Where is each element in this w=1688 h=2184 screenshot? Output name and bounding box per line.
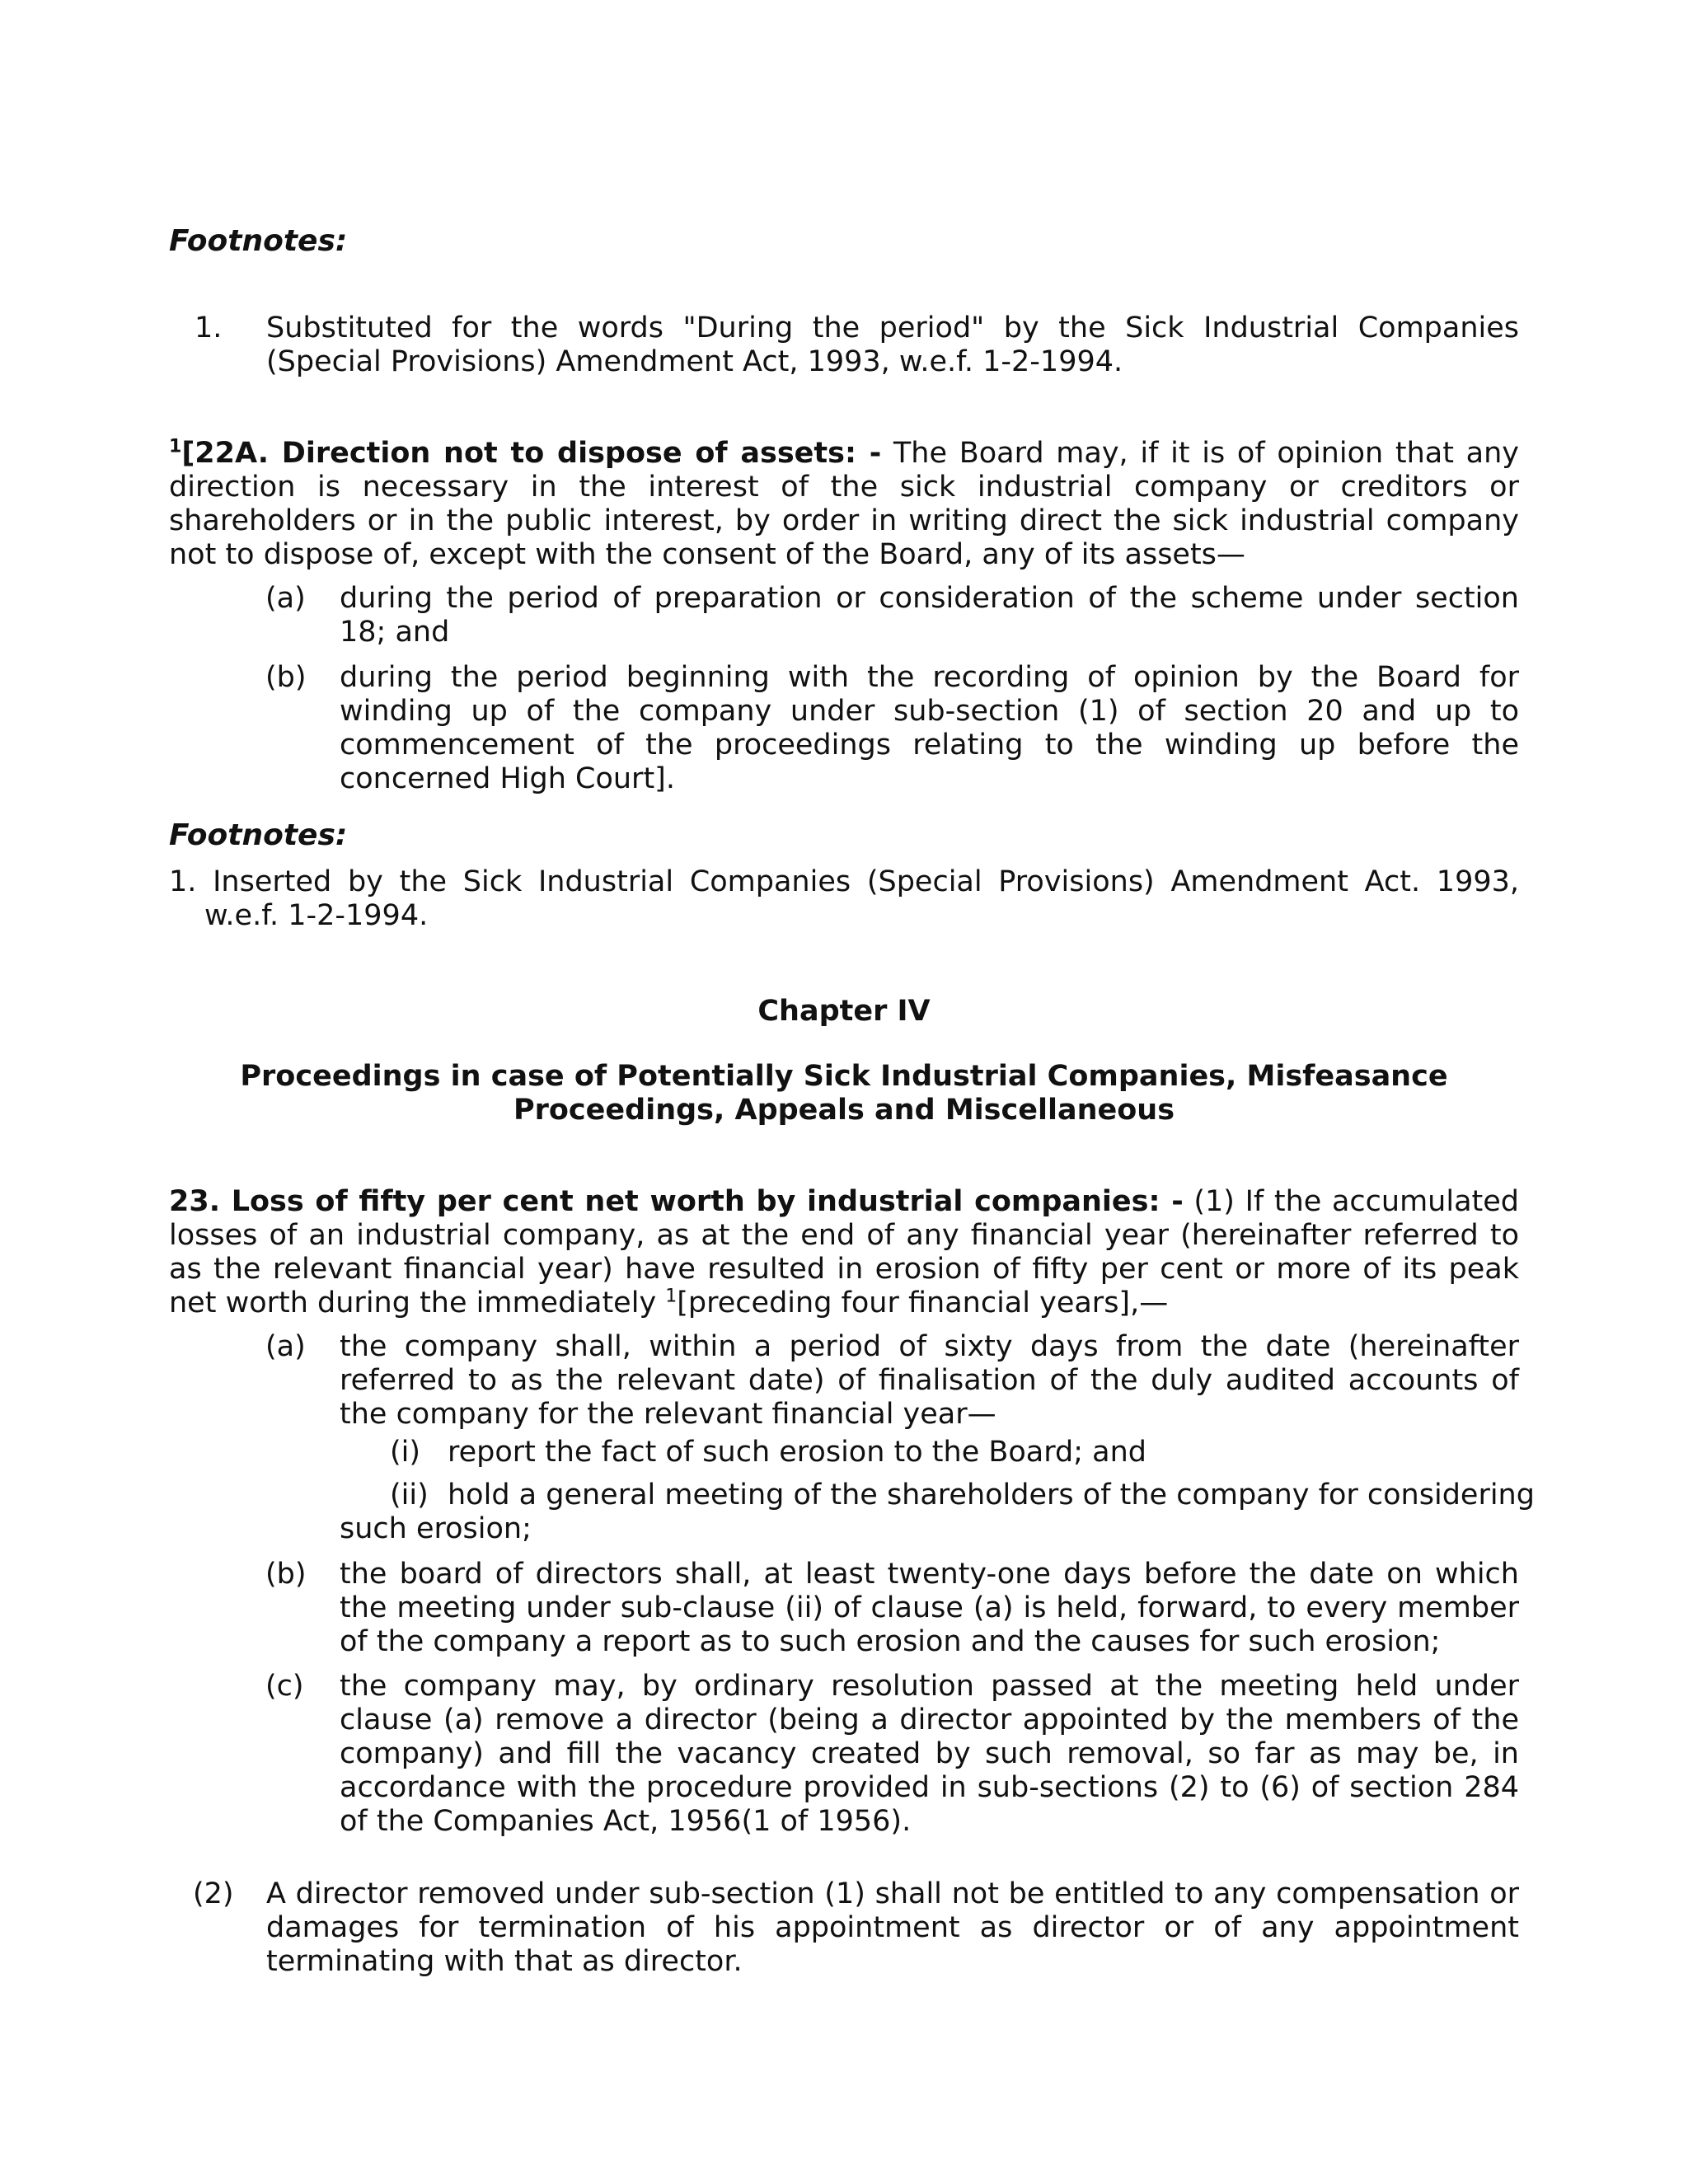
- clause-text: the company may, by ordinary resolution passed at the meeting held under clause (a) remove a director (being a director appointed by the members of the company) and fill the vacancy created by such removal, so far as may be, in accordance with the procedure provided in sub-sections (2) to (6) of section 284 of the Companies Act, 1956(1 of 1956).: [340, 1670, 1519, 1838]
- clause-text: the company shall, within a period of sixty days from the date (hereinafter referred to as the relevant date) of finalisation of the duly audited accounts of the company for the relevant financial year—: [340, 1330, 1519, 1431]
- footnote-text: 1. Inserted by the Sick Industrial Companies (Special Provisions) Amendment Act. 1993, w.e.f. 1-2-1994.: [169, 865, 1519, 932]
- clause-label: (c): [265, 1670, 304, 1703]
- section-22a-heading: [22A. Direction not to dispose of assets: -: [181, 437, 882, 470]
- section-22a-paragraph: [169, 437, 1519, 572]
- subclause-text: hold a general meeting of the shareholders of the company for considering: [448, 1479, 1535, 1511]
- footnote-number: 1.: [195, 312, 223, 344]
- section-23-heading: 23. Loss of fifty per cent net worth by industrial companies: -: [169, 1185, 1184, 1218]
- clause-label: (b): [265, 1558, 307, 1591]
- subclause-text: report the fact of such erosion to the Board; and: [448, 1436, 1146, 1469]
- footnote-text: Substituted for the words "During the period" by the Sick Industrial Companies (Special Provisions) Amendment Act, 1993, w.e.f. 1-2-1994.: [266, 312, 1519, 378]
- clause-text: during the period beginning with the recording of opinion by the Board for winding up of the company under sub-section (1) of section 20 and up to commencement of the proceedings relating to the winding up before the concerned High Court].: [340, 661, 1519, 795]
- subsection-label: (2): [193, 1877, 234, 1910]
- clause-label: (a): [265, 1330, 306, 1363]
- footnotes-heading: Footnotes:: [169, 818, 348, 852]
- section-22a-body: The Board may, if it is of opinion that any direction is necessary in the interest of the sick industrial company or creditors or shareholders or in the public interest, by order in writing direct the sick industrial company not to dispose of, except with the consent of the Board, any of its assets—: [169, 437, 1520, 571]
- chapter-title: Proceedings in case of Potentially Sick Industrial Companies, Misfeasance Proceedings, Appeals and Miscellaneous: [240, 1060, 1448, 1127]
- footnotes-heading: Footnotes:: [169, 224, 348, 258]
- clause-label: (a): [265, 582, 306, 615]
- subclause-text-continued: such erosion;: [340, 1512, 532, 1545]
- footnote-ref: 1: [665, 1286, 678, 1307]
- footnote-ref: 1: [169, 436, 182, 457]
- section-23-paragraph: [169, 1185, 1519, 1320]
- clause-text: during the period of preparation or consideration of the scheme under section 18; and: [340, 582, 1519, 649]
- subclause-label: (i): [390, 1436, 421, 1469]
- section-23-body-end: [preceding four financial years],—: [677, 1286, 1169, 1319]
- clause-label: (b): [265, 661, 307, 694]
- chapter-number: Chapter IV: [757, 995, 931, 1028]
- clause-text: the board of directors shall, at least twenty-one days before the date on which the meeting under sub-clause (ii) of clause (a) is held, forward, to every member of the company a report as to such erosion and the causes for such erosion;: [340, 1558, 1519, 1658]
- subsection-text: A director removed under sub-section (1) shall not be entitled to any compensation or damages for termination of his appointment as director or of any appointment terminating with that as director.: [266, 1877, 1519, 1978]
- subclause-label: (ii): [390, 1479, 429, 1511]
- section-23-body: (1) If the accumulated losses of an industrial company, as at the end of any financial year (hereinafter referred to as the relevant financial year) have resulted in erosion of fifty per cent or more of its peak net worth during the immediately: [169, 1185, 1520, 1319]
